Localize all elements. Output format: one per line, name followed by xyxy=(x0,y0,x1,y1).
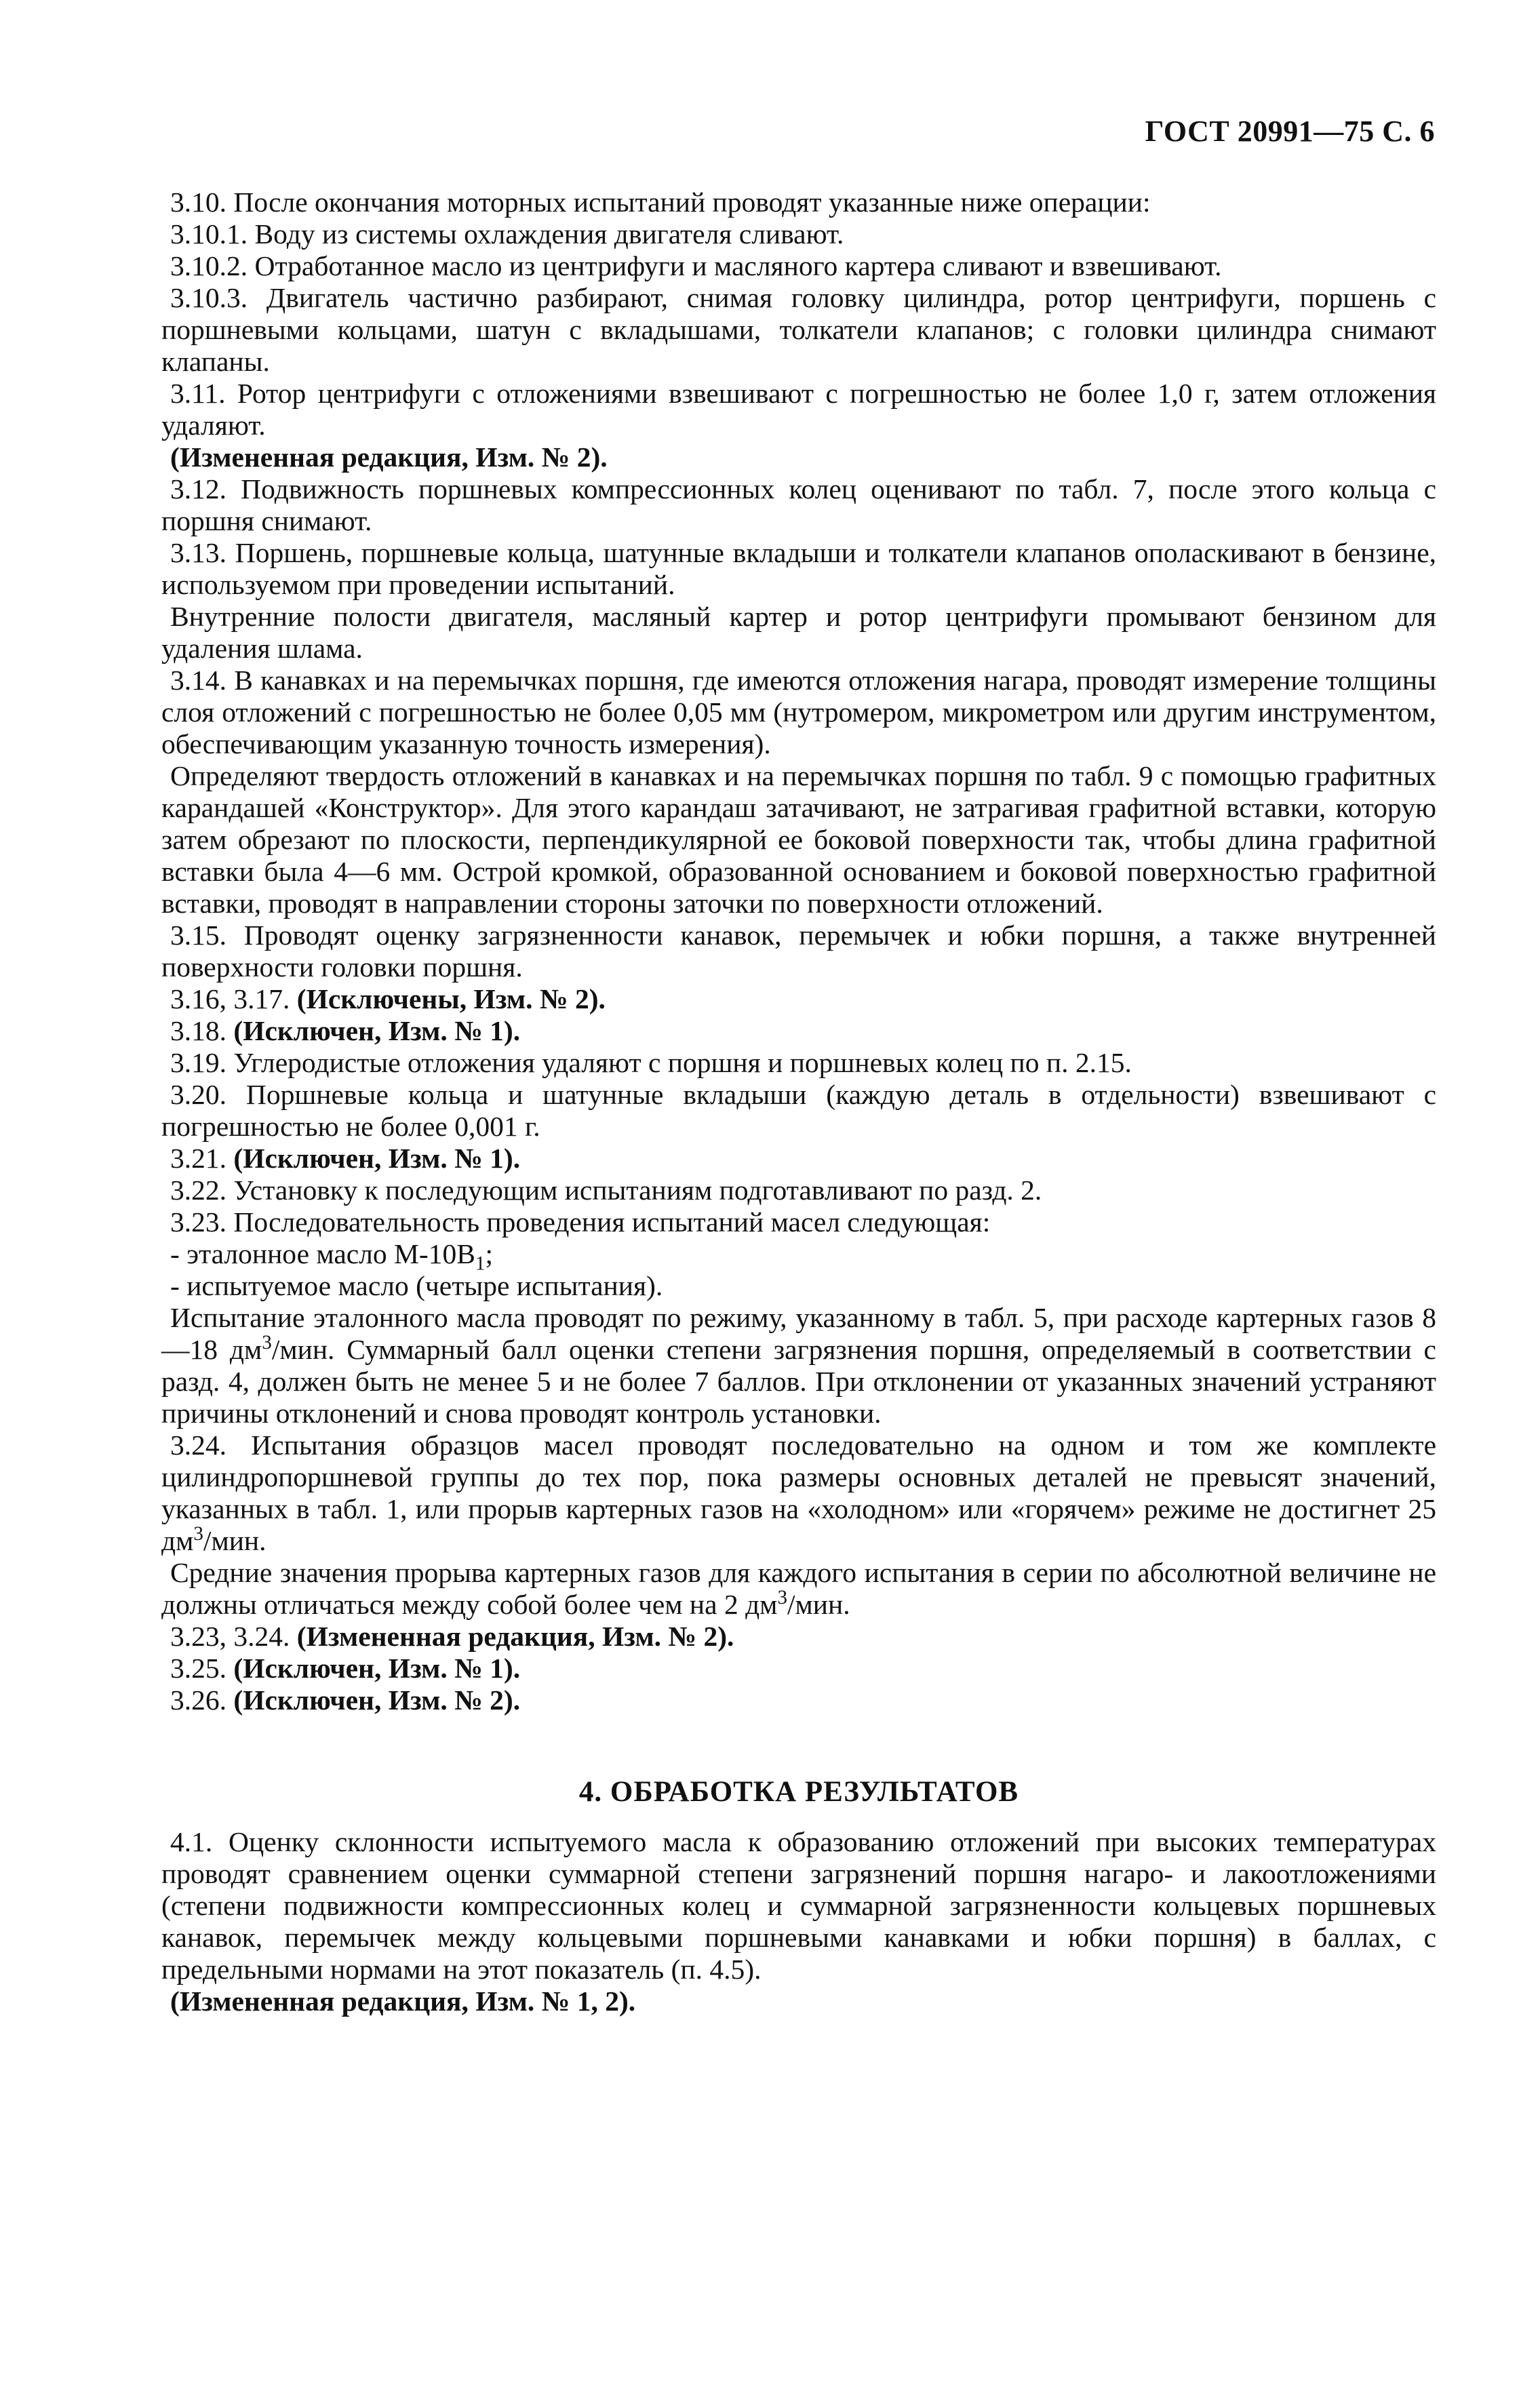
paragraph-3-19: 3.19. Углеродистые отложения удаляют с поршня и поршневых колец по п. 2.15. xyxy=(170,1047,1132,1078)
section-title: 4. ОБРАБОТКА РЕЗУЛЬТАТОВ xyxy=(578,1776,1019,1808)
paragraph-3-11: 3.11. Ротор центрифуги с отложениями взвешивают с погрешностью не более 1,0 г, затем отложения удаляют. xyxy=(161,378,1436,441)
clause-number: 3.18. xyxy=(170,1015,234,1046)
paragraph-3-15: 3.15. Проводят оценку загрязненности канавок, перемычек и юбки поршня, а также внутренней поверхности головки поршня. xyxy=(161,920,1436,983)
superscript: 3 xyxy=(262,1332,272,1354)
paragraph-3-13: 3.13. Поршень, поршневые кольца, шатунные вкладыши и толкатели клапанов ополаскивают в бензине, используемом при проведении испытаний. xyxy=(161,537,1436,600)
paragraph-3-26 xyxy=(161,1684,1436,1716)
paragraph-3-24 xyxy=(161,1429,1436,1557)
text-part: Испытание эталонного масла проводят по режиму, указанному в табл. 5, при расходе картерных газов 8—18 дм xyxy=(161,1302,1436,1365)
amendment-note: (Измененная редакция, Изм. № 2). xyxy=(296,1621,734,1652)
text-part: Средние значения прорыва картерных газов для каждого испытания в серии по абсолютной величине не должны отличаться между собой более чем на 2 дм xyxy=(161,1557,1436,1620)
paragraph-3-10-2: 3.10.2. Отработанное масло из центрифуги и масляного картера сливают и взвешивают. xyxy=(170,250,1222,281)
text-part: /мин. xyxy=(787,1589,850,1620)
clause-number: 3.16, 3.17. xyxy=(170,983,297,1014)
paragraph-4-1: 4.1. Оценку склонности испытуемого масла к образованию отложений при высоких температурах проводят сравнением оценки суммарной степени загрязнений поршня нагаро- и лакоотложениями (степени подвижности компрессионных колец и суммарной загрязненности кольцевых поршневых канавок, перемычек между кольцевыми поршневыми канавками и юбки поршня) в баллах, с предельными нормами на этот показатель (п. 4.5). xyxy=(161,1826,1436,1985)
paragraph-3-12: 3.12. Подвижность поршневых компрессионных колец оценивают по табл. 7, после этого кольца с поршня снимают. xyxy=(161,473,1436,536)
list-item-test-oil: - испытуемое масло (четыре испытания). xyxy=(170,1270,663,1301)
paragraph-3-10: 3.10. После окончания моторных испытаний проводят указанные ниже операции: xyxy=(170,186,1151,218)
paragraph-3-10-3: 3.10.3. Двигатель частично разбирают, снимая головку цилиндра, ротор центрифуги, поршень с поршневыми кольцами, шатун с вкладышами, толкатели клапанов; с головки цилиндра снимают клапаны. xyxy=(161,282,1436,377)
paragraph-3-10-1: 3.10.1. Воду из системы охлаждения двигателя сливают. xyxy=(170,218,844,250)
superscript: 3 xyxy=(777,1587,787,1609)
amendment-note: (Измененная редакция, Изм. № 2). xyxy=(170,441,608,473)
paragraph-3-13-cont: Внутренние полости двигателя, масляный картер и ротор центрифуги промывают бензином для удаления шлама. xyxy=(161,601,1436,664)
paragraph-3-23-3-24-amend xyxy=(161,1621,1436,1653)
text-part: 3.24. Испытания образцов масел проводят последовательно на одном и том же комплекте цилиндропоршневой группы до тех пор, пока размеры основных деталей не превысят значений, указанных в табл. 1, или прорыв картерных газов на «холодном» или «горячем» режиме не достигнет 25 дм xyxy=(161,1429,1436,1556)
paragraph-3-18 xyxy=(161,1015,1436,1047)
paragraph-3-22: 3.22. Установку к последующим испытаниям подготавливают по разд. 2. xyxy=(170,1174,1042,1206)
paragraph-3-23: 3.23. Последовательность проведения испытаний масел следующая: xyxy=(170,1206,991,1238)
list-item-text-end: ; xyxy=(485,1238,493,1269)
exclusion-note: (Исключен, Изм. № 2). xyxy=(233,1684,521,1716)
paragraph-3-20: 3.20. Поршневые кольца и шатунные вкладыши (каждую деталь в отдельности) взвешивают с погрешностью не более 0,001 г. xyxy=(161,1079,1436,1142)
paragraph-3-24-cont xyxy=(161,1557,1436,1621)
exclusion-note: (Исключен, Изм. № 1). xyxy=(233,1015,521,1046)
paragraph-3-25 xyxy=(161,1653,1436,1684)
amendment-note: (Измененная редакция, Изм. № 1, 2). xyxy=(170,1985,636,2017)
exclusion-note: (Исключен, Изм. № 1). xyxy=(233,1653,521,1684)
page-header: ГОСТ 20991—75 С. 6 xyxy=(1145,115,1435,148)
text-part: /мин. xyxy=(203,1525,266,1556)
paragraph-3-14-cont: Определяют твердость отложений в канавках и на перемычках поршня по табл. 9 с помощью графитных карандашей «Конструктор». Для этого карандаш затачивают, не затрагивая графитной вставки, которую затем обрезают по плоскости, перпендикулярной ее боковой поверхности так, чтобы длина графитной вставки была 4—6 мм. Острой кромкой, образованной основанием и боковой поверхностью графитной вставки, проводят в направлении стороны заточки по поверхности отложений. xyxy=(161,760,1436,919)
list-item-reference-oil xyxy=(161,1238,1436,1275)
clause-number: 3.23, 3.24. xyxy=(170,1621,297,1652)
superscript: 3 xyxy=(193,1523,203,1545)
paragraph-3-23-cont xyxy=(161,1302,1436,1429)
list-item-text: - эталонное масло М-10В xyxy=(170,1238,475,1269)
exclusion-note: (Исключен, Изм. № 1). xyxy=(233,1143,521,1174)
paragraph-3-14: 3.14. В канавках и на перемычках поршня, где имеются отложения нагара, проводят измерение толщины слоя отложений с погрешностью не более 0,05 мм (нутромером, микрометром или другим инструментом, обеспечивающим указанную точность измерения). xyxy=(161,665,1436,759)
text-part: /мин. Суммарный балл оценки степени загрязнения поршня, определяемый в соответствии с разд. 4, должен быть не менее 5 и не более 7 баллов. При отклонении от указанных значений устраняют причины отклонений и снова проводят контроль установки. xyxy=(161,1334,1436,1429)
paragraph-3-21 xyxy=(161,1143,1436,1174)
document-body xyxy=(161,186,1436,2017)
paragraph-3-16-3-17 xyxy=(161,983,1436,1015)
exclusion-note: (Исключены, Изм. № 2). xyxy=(296,983,606,1014)
subscript: 1 xyxy=(475,1252,486,1275)
clause-number: 3.26. xyxy=(170,1684,234,1716)
clause-number: 3.25. xyxy=(170,1653,234,1684)
clause-number: 3.21. xyxy=(170,1143,234,1174)
